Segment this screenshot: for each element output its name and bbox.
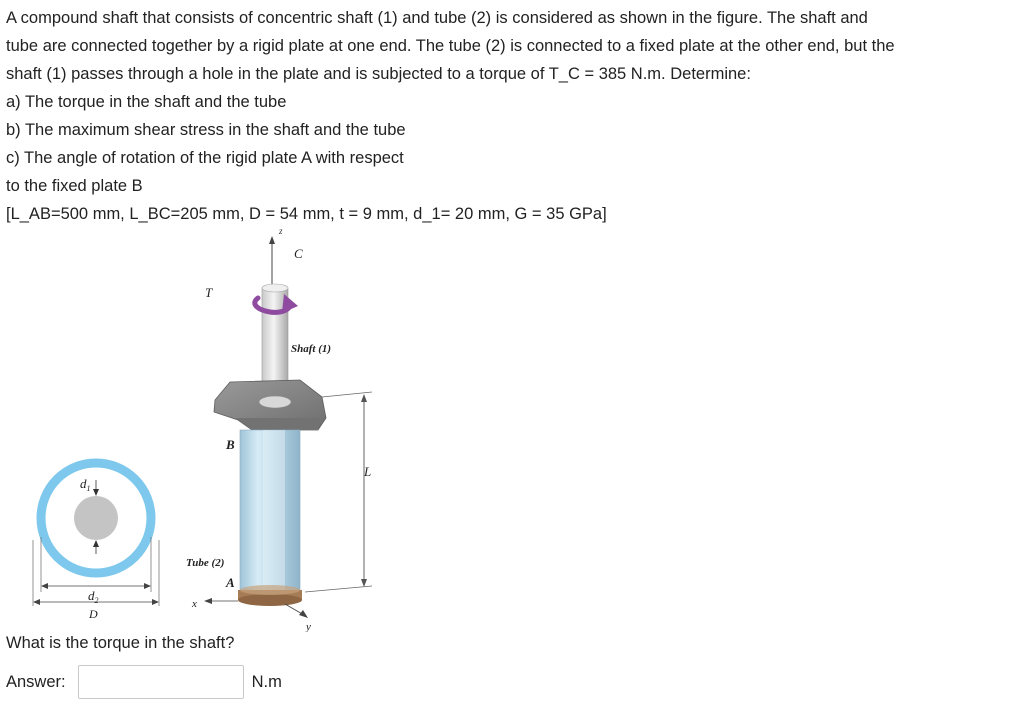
problem-line-1: A compound shaft that consists of concentric shaft (1) and tube (2) is considered as shown in the figure. The shaft and <box>6 9 868 27</box>
t-label: T <box>205 285 213 300</box>
d1-subscript: 1 <box>86 484 91 493</box>
x-axis <box>204 598 238 604</box>
rigid-plate <box>214 380 326 430</box>
problem-line-7: to the fixed plate B <box>6 177 143 195</box>
c-label: C <box>294 246 303 261</box>
answer-input[interactable] <box>78 665 244 699</box>
problem-line-3: shaft (1) passes through a hole in the plate and is subjected to a torque of T_C = 385 N.m. Determine: <box>6 65 751 83</box>
y-label: y <box>306 621 311 632</box>
z-axis <box>269 236 275 284</box>
z-label: z <box>279 226 283 236</box>
l-label: L <box>364 464 372 479</box>
tube-label: Tube (2) <box>186 557 225 569</box>
problem-line-6: c) The angle of rotation of the rigid plate A with respect <box>6 149 404 167</box>
d1-label <box>80 476 91 493</box>
d2-subscript: 2 <box>94 596 99 605</box>
y-axis <box>285 604 308 618</box>
d2-label <box>88 588 99 605</box>
problem-line-5: b) The maximum shear stress in the shaft and the tube <box>6 121 406 139</box>
big-d-label: D <box>89 607 98 621</box>
question-text: What is the torque in the shaft? <box>6 634 235 652</box>
unit-label: N.m <box>251 672 282 691</box>
shaft-label: Shaft (1) <box>291 343 332 355</box>
d1-letter: d <box>80 476 87 491</box>
problem-line-4: a) The torque in the shaft and the tube <box>6 93 287 111</box>
b-label: B <box>226 437 235 452</box>
answer-row <box>6 664 282 700</box>
problem-line-8: [L_AB=500 mm, L_BC=205 mm, D = 54 mm, t = 9 mm, d_1= 20 mm, G = 35 GPa] <box>6 205 607 223</box>
problem-statement <box>6 4 1018 228</box>
compound-shaft-figure <box>0 222 400 632</box>
d2-letter: d <box>88 588 95 603</box>
tube-2 <box>238 430 302 606</box>
figure-svg <box>0 222 400 632</box>
a-label: A <box>226 575 235 590</box>
cross-section <box>33 463 159 606</box>
answer-label: Answer: <box>6 672 66 691</box>
x-label: x <box>192 598 197 610</box>
problem-line-2: tube are connected together by a rigid plate at one end. The tube (2) is connected to a fixed plate at the other end, but the <box>6 37 895 55</box>
